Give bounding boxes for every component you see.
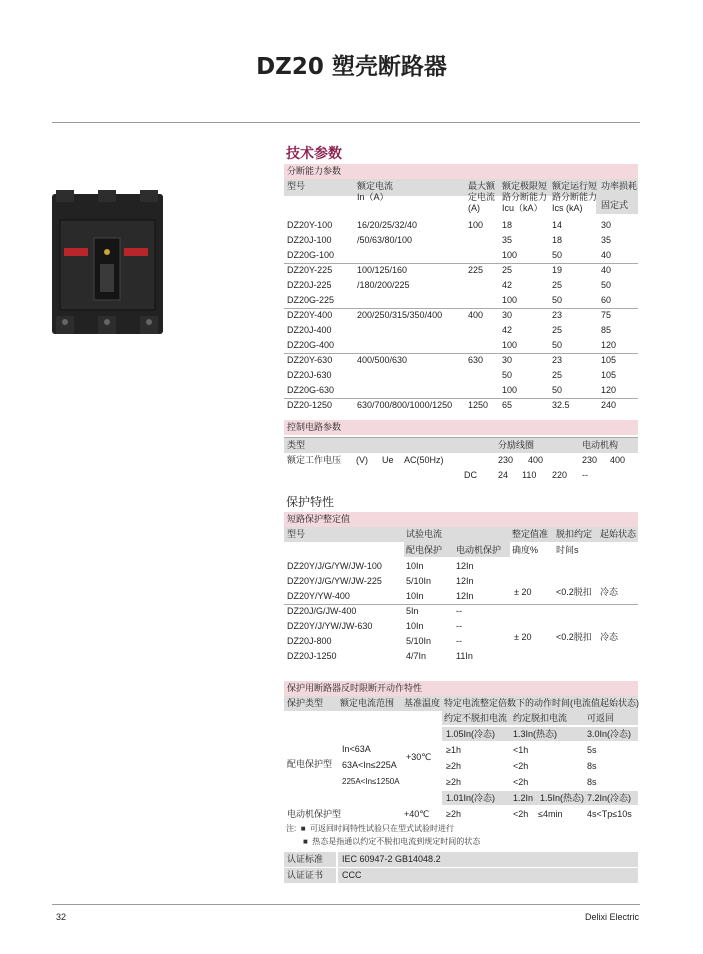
inv-col-return: 可返回: [587, 713, 615, 723]
dist-range-1: In<63A: [342, 744, 371, 754]
cell-icu: 18: [502, 220, 513, 230]
cell-model: DZ20Y-400: [287, 310, 333, 320]
voltage-label: 额定工作电压: [287, 455, 342, 465]
cell-model: DZ20G-400: [287, 340, 335, 350]
short-col-accuracy-2: 确度%: [512, 545, 539, 555]
col-power-loss: 功率损耗: [601, 181, 638, 191]
table-row: [284, 383, 638, 398]
note-2: [286, 835, 480, 848]
note-text-2: 热态是指通以约定不脱扣电流到规定时间的状态: [312, 837, 481, 846]
cell-icu: 30: [502, 355, 513, 365]
cell-loss: 85: [601, 325, 612, 335]
col-rated-current-unit: In（A）: [357, 192, 389, 202]
cert-standard-row: [284, 852, 638, 867]
group2-state: 冷态: [600, 632, 619, 642]
motor-factor-2: 1.2In: [513, 793, 534, 803]
motor-factor-3: 1.5In(热态): [540, 793, 585, 803]
col-fixed: 固定式: [601, 200, 629, 210]
cell-in: 200/250/315/350/400: [357, 310, 443, 320]
cert-standard-label: 认证标准: [287, 854, 324, 864]
cell-dist: 10In: [406, 561, 424, 571]
control-ac-row: [284, 453, 638, 468]
cell-loss: 60: [601, 295, 612, 305]
table-row: [284, 338, 638, 353]
note-1: [286, 822, 480, 835]
cell-model: DZ20J-100: [287, 235, 332, 245]
dist-ret-1: 5s: [587, 745, 597, 755]
short-col-motor: 电动机保护: [456, 545, 502, 555]
cell-in: /180/200/225: [357, 280, 410, 290]
cert-cert-row: [284, 868, 638, 883]
cell-in: 400/500/630: [357, 355, 408, 365]
cell-in: 16/20/25/32/40: [357, 220, 418, 230]
cell-ics: 50: [552, 295, 563, 305]
cell-model: DZ20Y/YW-400: [287, 591, 350, 601]
note-bullet-1: ■: [300, 824, 306, 833]
cell-model: DZ20J-1250: [287, 651, 337, 661]
cell-loss: 35: [601, 235, 612, 245]
dist-trip-1: <1h: [513, 745, 529, 755]
dist-trip-3: <2h: [513, 777, 529, 787]
col-max-rated-3: (A): [468, 203, 480, 213]
footer-rule: [52, 904, 640, 905]
cell-loss: 120: [601, 385, 617, 395]
cell-model: DZ20-1250: [287, 400, 333, 410]
cell-icu: 100: [502, 385, 518, 395]
short-col-dist: 配电保护: [406, 545, 443, 555]
cell-model: DZ20J/G/JW-400: [287, 606, 357, 616]
ac-motor-2: 400: [610, 455, 626, 465]
motor-temp: +40℃: [404, 809, 430, 819]
page-number: 32: [56, 912, 67, 922]
cell-model: DZ20J-630: [287, 370, 332, 380]
cell-icu: 100: [502, 295, 518, 305]
control-header-row: [284, 438, 638, 453]
control-table: [284, 420, 638, 483]
cell-motor: --: [456, 606, 462, 616]
motor-factor-1: 1.01In(冷态): [446, 793, 496, 803]
ac-shunt-1: 230: [498, 455, 514, 465]
cell-icu: 100: [502, 340, 518, 350]
table-row: [284, 368, 638, 383]
short-header: [284, 527, 638, 559]
dist-ret-2: 8s: [587, 761, 597, 771]
cell-ics: 23: [552, 355, 563, 365]
cell-model: DZ20J-400: [287, 325, 332, 335]
note-text-1: 可返回时间特性试验只在型式试验时进行: [309, 824, 454, 833]
col-icu-2: 路分断能力: [502, 192, 548, 202]
table-row: [284, 248, 638, 263]
table-row: [284, 559, 638, 574]
cell-icu: 50: [502, 370, 513, 380]
protection-section-title: 保护特性: [286, 495, 335, 509]
voltage-ac: AC(50Hz): [404, 455, 444, 465]
dist-trip-2: <2h: [513, 761, 529, 771]
cell-icu: 65: [502, 400, 513, 410]
inv-col-temp: 基准温度: [404, 698, 441, 708]
control-dc-row: [284, 468, 638, 483]
cell-model: DZ20Y/J/YW/JW-630: [287, 621, 373, 631]
tech-rows: [284, 218, 638, 413]
dist-factor-1: 1.05In(冷态): [446, 729, 496, 739]
cell-ics: 19: [552, 265, 563, 275]
dist-factor-3: 3.0In(冷态): [587, 729, 632, 739]
short-col-model: 型号: [287, 529, 306, 539]
col-icu: 额定极限短: [502, 181, 548, 191]
group2-trip: <0.2脱扣: [556, 632, 592, 642]
inverse-label: 保护用断路器反时限断开动作特性: [287, 683, 423, 693]
header-rule: [52, 122, 640, 123]
short-col-test: 试验电流: [406, 529, 443, 539]
dist-ret-3: 8s: [587, 777, 597, 787]
dist-nontrip-2: ≥2h: [446, 761, 461, 771]
cell-model: DZ20G-225: [287, 295, 335, 305]
certification-table: [284, 852, 638, 883]
cell-ics: 25: [552, 370, 563, 380]
cell-dist: 10In: [406, 591, 424, 601]
cell-model: DZ20G-630: [287, 385, 335, 395]
dist-nontrip-3: ≥2h: [446, 777, 461, 787]
dist-type: 配电保护型: [287, 759, 333, 769]
table-row: [284, 323, 638, 338]
note-bullet-2: ■: [303, 837, 308, 846]
col-model: 型号: [287, 181, 306, 191]
breaking-label-row: [284, 164, 638, 179]
cell-loss: 40: [601, 250, 612, 260]
cell-motor: 12In: [456, 561, 474, 571]
control-label: 控制电路参数: [287, 422, 342, 432]
motor-ret: 4s<Tp≤10s: [587, 809, 632, 819]
dc-shunt-1: 24: [498, 470, 509, 480]
cell-model: DZ20G-100: [287, 250, 335, 260]
cell-motor: 12In: [456, 576, 474, 586]
col-max-rated-2: 定电流: [468, 192, 496, 202]
inv-col-type: 保护类型: [287, 698, 324, 708]
ac-shunt-2: 400: [528, 455, 544, 465]
cell-max: 225: [468, 265, 484, 275]
inv-col-action: 特定电流整定倍数下的动作时间(电流值起始状态): [444, 698, 639, 708]
cert-standard-value: IEC 60947-2 GB14048.2: [342, 854, 441, 864]
cell-loss: 105: [601, 355, 617, 365]
cell-ics: 32.5: [552, 400, 570, 410]
table-row: [284, 233, 638, 248]
cell-model: DZ20Y/J/G/YW/JW-100: [287, 561, 382, 571]
control-motor-header: 电动机构: [582, 440, 619, 450]
cell-icu: 35: [502, 235, 513, 245]
breaking-capacity-table: [284, 164, 638, 413]
table-row: [284, 293, 638, 308]
table-header: [284, 179, 638, 218]
cell-ics: 50: [552, 385, 563, 395]
circuit-breaker-icon: [50, 190, 165, 340]
voltage-unit: (V): [356, 455, 368, 465]
cell-icu: 30: [502, 310, 513, 320]
motor-factor-4: 7.2In(冷态): [587, 793, 632, 803]
col-ics-3: Ics (kA): [552, 203, 583, 213]
note-prefix: 注:: [286, 824, 297, 833]
table-row: [284, 353, 638, 368]
dist-range-3: 225A<In≤1250A: [342, 777, 400, 786]
col-icu-3: Icu（kA）: [502, 203, 543, 213]
short-col-accuracy: 整定值准: [512, 529, 549, 539]
control-type-header: 类型: [287, 440, 306, 450]
inverse-time-table: [284, 681, 638, 839]
short-circuit-table: [284, 512, 638, 664]
cell-max: 100: [468, 220, 484, 230]
cell-model: DZ20J-800: [287, 636, 332, 646]
cell-motor: --: [456, 621, 462, 631]
cell-in: 630/700/800/1000/1250: [357, 400, 453, 410]
col-ics-2: 路分断能力: [552, 192, 598, 202]
cell-ics: 14: [552, 220, 563, 230]
cell-in: 100/125/160: [357, 265, 408, 275]
dist-range-2: 63A<In≤225A: [342, 760, 397, 770]
motor-type: 电动机保护型: [287, 809, 342, 819]
cell-in: /50/63/80/100: [357, 235, 413, 245]
cell-model: DZ20Y-100: [287, 220, 333, 230]
control-label-row: [284, 420, 638, 435]
short-rows: [284, 559, 638, 664]
short-label: 短路保护整定值: [287, 514, 351, 524]
group1-trip: <0.2脱扣: [556, 587, 592, 597]
dist-factor-2: 1.3In(热态): [513, 729, 558, 739]
table-row: [284, 263, 638, 278]
cell-icu: 100: [502, 250, 518, 260]
motor-trip-2: ≤4min: [538, 809, 563, 819]
cell-ics: 18: [552, 235, 563, 245]
breaking-label: 分断能力参数: [287, 166, 342, 176]
cell-model: DZ20Y-630: [287, 355, 333, 365]
cell-icu: 25: [502, 265, 513, 275]
cell-ics: 25: [552, 280, 563, 290]
cell-dist: 5/10In: [406, 636, 432, 646]
cell-loss: 30: [601, 220, 612, 230]
table-row: [284, 278, 638, 293]
cell-loss: 40: [601, 265, 612, 275]
short-col-start: 起始状态: [600, 529, 637, 539]
cell-ics: 25: [552, 325, 563, 335]
cell-motor: 12In: [456, 591, 474, 601]
cell-dist: 10In: [406, 621, 424, 631]
cell-motor: --: [456, 636, 462, 646]
dist-temp: +30℃: [406, 752, 432, 762]
ac-motor-1: 230: [582, 455, 598, 465]
cell-loss: 240: [601, 400, 617, 410]
inv-col-trip: 约定脱扣电流: [513, 713, 568, 723]
voltage-ue: Ue: [382, 455, 394, 465]
short-col-trip: 脱扣约定: [556, 529, 593, 539]
cell-ics: 23: [552, 310, 563, 320]
table-row: [284, 308, 638, 323]
cert-cert-value: CCC: [342, 870, 362, 880]
cell-loss: 50: [601, 280, 612, 290]
inverse-body: [284, 696, 638, 839]
inv-col-nontrip: 约定不脱扣电流: [444, 713, 508, 723]
motor-nontrip: ≥2h: [446, 809, 461, 819]
inv-col-range: 额定电流范围: [340, 698, 395, 708]
group1-accuracy: ± 20: [514, 587, 532, 597]
cell-max: 630: [468, 355, 484, 365]
table-row: [284, 218, 638, 233]
dist-nontrip-1: ≥1h: [446, 745, 461, 755]
col-ics: 额定运行短: [552, 181, 598, 191]
cell-ics: 50: [552, 340, 563, 350]
cell-model: DZ20J-225: [287, 280, 332, 290]
cell-loss: 120: [601, 340, 617, 350]
cell-dist: 4/7In: [406, 651, 427, 661]
tech-section-title: 技术参数: [286, 146, 342, 162]
inverse-label-row: [284, 681, 638, 696]
cell-max: 400: [468, 310, 484, 320]
cell-ics: 50: [552, 250, 563, 260]
cell-max: 1250: [468, 400, 489, 410]
cert-cert-label: 认证证书: [287, 870, 324, 880]
cell-icu: 42: [502, 280, 513, 290]
cell-model: DZ20Y-225: [287, 265, 333, 275]
short-col-trip-2: 时间s: [556, 545, 579, 555]
table-row: [284, 604, 638, 619]
col-max-rated: 最大额: [468, 181, 496, 191]
breaker-image: [50, 190, 165, 340]
cell-dist: 5In: [406, 606, 419, 616]
dc-shunt-2: 110: [522, 470, 537, 480]
cell-loss: 105: [601, 370, 617, 380]
group2-accuracy: ± 20: [514, 632, 532, 642]
table-row: [284, 398, 638, 413]
cell-dist: 5/10In: [406, 576, 432, 586]
group1-state: 冷态: [600, 587, 619, 597]
cell-loss: 75: [601, 310, 612, 320]
dc-shunt-3: 220: [552, 470, 568, 480]
cell-model: DZ20Y/J/G/YW/JW-225: [287, 576, 382, 586]
short-label-row: [284, 512, 638, 527]
cell-icu: 42: [502, 325, 513, 335]
col-rated-current: 额定电流: [357, 181, 394, 191]
notes: [286, 822, 480, 848]
voltage-dc: DC: [464, 470, 477, 480]
cell-motor: 11In: [456, 651, 473, 661]
dc-motor: --: [582, 470, 588, 480]
control-shunt-header: 分励线圈: [498, 440, 535, 450]
brand-name: Delixi Electric: [584, 912, 639, 922]
table-row: [284, 649, 638, 664]
motor-trip-1: <2h: [513, 809, 529, 819]
page-title: DZ20 塑壳断路器: [256, 54, 447, 80]
